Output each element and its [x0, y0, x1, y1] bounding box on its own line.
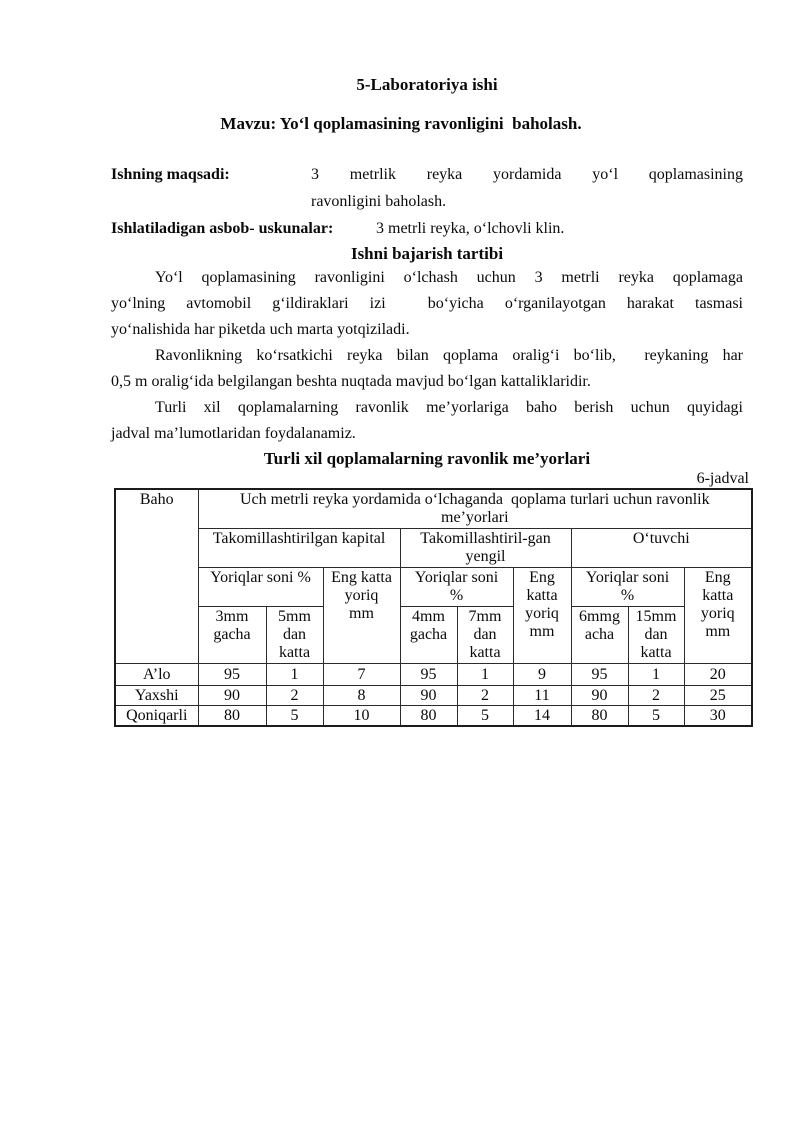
cell-value: 95	[571, 664, 628, 686]
cell-value: 25	[684, 686, 752, 706]
table-tag: 6-jadval	[696, 470, 749, 487]
info-label-maqsad: Ishning maqsadi:	[111, 166, 230, 183]
header-row-2	[115, 529, 752, 568]
cell-span-header: Uch metrli reyka yordamida o‘lchaganda qoplama turlari uchun ravonlik me’yorlari	[198, 489, 752, 529]
cell-value: 1	[266, 664, 323, 686]
cell-value: 11	[513, 686, 571, 706]
cell-value: 80	[400, 706, 457, 727]
cell-subcol-5mm: 5mm dan katta	[266, 607, 323, 664]
table-row-qoniqarli	[115, 706, 752, 727]
paragraph-3	[111, 395, 743, 447]
doc-title: 5-Laboratoriya ishi	[356, 75, 498, 94]
paragraph-line: yo‘lning avtomobil g‘ildiraklari izi bo‘yicha o‘rganilayotgan harakat tasmasi	[111, 295, 743, 312]
cell-baho: Baho	[115, 489, 198, 664]
cell-value: 2	[266, 686, 323, 706]
cell-value: 14	[513, 706, 571, 727]
cell-value: 2	[457, 686, 513, 706]
cell-value: 2	[628, 686, 684, 706]
section-heading: Ishni bajarish tartibi	[350, 244, 504, 263]
cell-grade: Qoniqarli	[115, 706, 198, 727]
table-title: Turli xil qoplamalarning ravonlik me’yorlari	[263, 449, 591, 468]
cell-value: 5	[457, 706, 513, 727]
paragraph-line: Ravonlikning ko‘rsatkichi reyka bilan qoplama oralig‘i bo‘lib, reykaning har	[155, 347, 743, 364]
cell-value: 7	[323, 664, 400, 686]
cell-value: 80	[198, 706, 266, 727]
cell-value: 30	[684, 706, 752, 727]
paragraph-line: Yo‘l qoplamasining ravonligini o‘lchash uchun 3 metrli reyka qoplamaga	[155, 269, 743, 286]
ravonlik-table	[114, 488, 753, 727]
cell-group-otuvchi: O‘tuvchi	[571, 529, 752, 568]
header-row-3	[115, 568, 752, 607]
info-value-asbob	[376, 215, 743, 242]
cell-value: 90	[198, 686, 266, 706]
cell-grade: Yaxshi	[115, 686, 198, 706]
cell-yoriqlar-soni-1: Yoriqlar soni %	[198, 568, 323, 607]
paragraph-2	[111, 343, 743, 395]
cell-value: 5	[266, 706, 323, 727]
cell-eng-katta-3: Eng katta yoriq mm	[684, 568, 752, 664]
cell-subcol-7mm: 7mm dan katta	[457, 607, 513, 664]
cell-value: 90	[400, 686, 457, 706]
header-row-4	[115, 607, 752, 664]
cell-value: 8	[323, 686, 400, 706]
cell-value: 1	[628, 664, 684, 686]
cell-value: 80	[571, 706, 628, 727]
cell-grade: A’lo	[115, 664, 198, 686]
cell-value: 90	[571, 686, 628, 706]
cell-eng-katta-1: Eng katta yoriq mm	[323, 568, 400, 664]
cell-yoriqlar-soni-2: Yoriqlar soni %	[400, 568, 513, 607]
cell-group-kapital: Takomillashtirilgan kapital	[198, 529, 400, 568]
cell-value: 95	[400, 664, 457, 686]
info-row-asbob	[111, 215, 743, 242]
paragraph-line: yo‘nalishida har piketda uch marta yotqiziladi.	[111, 321, 410, 338]
cell-yoriqlar-soni-3: Yoriqlar soni %	[571, 568, 684, 607]
info-value-maqsad	[311, 161, 743, 215]
table-row-yaxshi	[115, 686, 752, 706]
cell-value: 1	[457, 664, 513, 686]
cell-subcol-4mm: 4mm gacha	[400, 607, 457, 664]
paragraph-line: jadval ma’lumotlaridan foydalanamiz.	[111, 425, 356, 442]
cell-subcol-15mm: 15mm dan katta	[628, 607, 684, 664]
info-block	[111, 161, 743, 242]
header-row-1	[115, 489, 752, 529]
cell-value: 95	[198, 664, 266, 686]
cell-subcol-6mm: 6mmg acha	[571, 607, 628, 664]
info-value-line: 3 metrlik reyka yordamida yo‘l qoplamasining	[311, 166, 743, 183]
info-value-line: 3 metrli reyka, o‘lchovli klin.	[376, 220, 565, 237]
cell-value: 9	[513, 664, 571, 686]
paragraph-1	[111, 265, 743, 343]
doc-subtitle: Mavzu: Yo‘l qoplamasining ravonligini baholash.	[220, 114, 582, 133]
info-row-maqsad	[111, 161, 743, 215]
cell-value: 20	[684, 664, 752, 686]
info-value-line: ravonligini baholash.	[311, 193, 447, 210]
cell-value: 5	[628, 706, 684, 727]
cell-subcol-3mm: 3mm gacha	[198, 607, 266, 664]
cell-eng-katta-2: Eng katta yoriq mm	[513, 568, 571, 664]
table-row-alo	[115, 664, 752, 686]
info-label-asbob: Ishlatiladigan asbob- uskunalar:	[111, 220, 334, 237]
cell-value: 10	[323, 706, 400, 727]
cell-group-yengil: Takomillashtiril-gan yengil	[400, 529, 571, 568]
paragraph-line: Turli xil qoplamalarning ravonlik me’yorlariga baho berish uchun quyidagi	[155, 399, 743, 416]
paragraph-line: 0,5 m oralig‘ida belgilangan beshta nuqtada mavjud bo‘lgan kattaliklaridir.	[111, 373, 591, 390]
